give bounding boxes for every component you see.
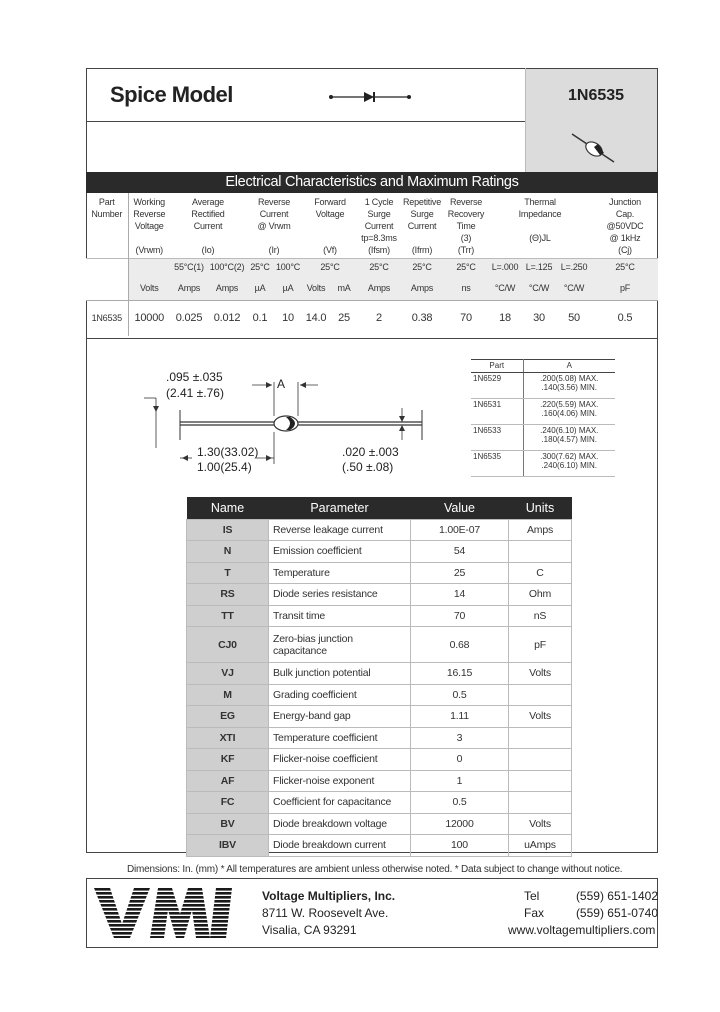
- dimension-table: [471, 359, 615, 477]
- param-header-parameter: Parameter: [269, 497, 411, 519]
- unit-cell: µA: [274, 276, 302, 300]
- param-header-value: Value: [411, 497, 509, 519]
- value-cell: 30: [522, 300, 556, 336]
- length-min-label: 1.00(25.4): [197, 460, 252, 474]
- value-cell: 0.025: [170, 300, 208, 336]
- dim-row: [471, 451, 615, 477]
- param-row: [187, 770, 572, 792]
- param-name: XTI: [187, 727, 269, 749]
- condition-cell: L=.250: [556, 258, 592, 276]
- param-desc: Temperature: [269, 562, 411, 584]
- param-row: [187, 562, 572, 584]
- param-units: pF: [509, 627, 572, 663]
- condition-cell: L=.000: [488, 258, 522, 276]
- fax-label: Fax: [524, 906, 545, 920]
- header-text: Repetitive Surge Current (Ifrm): [402, 197, 442, 255]
- param-desc: Diode series resistance: [269, 584, 411, 606]
- value-cell: 1N6535: [86, 300, 128, 336]
- header-text: Reverse Recovery Time (3) (Trr): [447, 197, 485, 255]
- param-row: [187, 584, 572, 606]
- unit-cell: µA: [246, 276, 274, 300]
- char-header-row: [86, 193, 658, 258]
- param-row: [187, 749, 572, 771]
- header-text: Reverse Current @ Vrwm (Ir): [257, 197, 291, 255]
- col-part-number: [86, 193, 128, 258]
- param-name: CJ0: [187, 627, 269, 663]
- param-value: 1.00E-07: [411, 519, 509, 541]
- dim-part: 1N6535: [471, 451, 523, 477]
- param-units: [509, 684, 572, 706]
- unit-cell: Volts: [302, 276, 330, 300]
- param-units: [509, 770, 572, 792]
- value-cell: 10: [274, 300, 302, 336]
- value-cell: 0.012: [208, 300, 246, 336]
- fax-line: [508, 905, 658, 922]
- param-desc: Diode breakdown current: [269, 835, 411, 857]
- dim-value: .200(5.08) MAX. .140(3.56) MIN.: [523, 373, 615, 399]
- unit-cell: ns: [444, 276, 488, 300]
- dim-row: [471, 425, 615, 451]
- footnote: Dimensions: In. (mm) * All temperatures are ambient unless otherwise noted. * Data subject to change without notice.: [127, 864, 623, 875]
- header-text: Part Number: [91, 197, 123, 219]
- param-value: 100: [411, 835, 509, 857]
- dim-row: [471, 373, 615, 399]
- unit-cell: Amps: [358, 276, 400, 300]
- length-max-label: 1.30(33.02): [197, 445, 259, 459]
- contact-info: [508, 888, 658, 939]
- param-units: Volts: [509, 813, 572, 835]
- spice-parameter-table: [186, 497, 572, 857]
- value-cell: 14.0: [302, 300, 330, 336]
- condition-cell: 25°C: [358, 258, 400, 276]
- param-value: 1: [411, 770, 509, 792]
- company-address-line1: 8711 W. Roosevelt Ave.: [262, 906, 389, 920]
- col-reverse-current: [246, 193, 302, 258]
- diode-package-icon: [570, 131, 616, 165]
- col-forward-voltage: [302, 193, 358, 258]
- condition-cell: 25°C: [444, 258, 488, 276]
- param-name: TT: [187, 605, 269, 627]
- condition-cell: 25°C: [302, 258, 358, 276]
- param-units: [509, 727, 572, 749]
- param-desc: Energy-band gap: [269, 706, 411, 728]
- dim-part: 1N6533: [471, 425, 523, 451]
- wire-diameter-mm-label: (.50 ±.08): [342, 460, 394, 474]
- value-cell: 50: [556, 300, 592, 336]
- param-units: C: [509, 562, 572, 584]
- param-row: [187, 684, 572, 706]
- header-text: 1 Cycle Surge Current tp=8.3ms (Ifsm): [361, 197, 397, 255]
- unit-cell: Amps: [400, 276, 444, 300]
- param-desc: Flicker-noise coefficient: [269, 749, 411, 771]
- param-row: [187, 663, 572, 685]
- col-surge-current: [358, 193, 400, 258]
- header-text: Junction Cap. @50VDC @ 1kHz (Cj): [606, 197, 644, 255]
- header-text: Forward Voltage (Vf): [314, 197, 346, 255]
- param-row: [187, 541, 572, 563]
- page-title: Spice Model: [110, 82, 233, 107]
- param-value: 70: [411, 605, 509, 627]
- char-values-row: [86, 300, 658, 336]
- param-name: RS: [187, 584, 269, 606]
- param-name: IS: [187, 519, 269, 541]
- tel-line: [508, 888, 658, 905]
- param-units: Volts: [509, 663, 572, 685]
- header-text: Average Rectified Current (Io): [191, 197, 225, 255]
- company-info: [262, 888, 395, 939]
- param-row: [187, 706, 572, 728]
- param-desc: Reverse leakage current: [269, 519, 411, 541]
- param-row: [187, 835, 572, 857]
- unit-cell: Volts: [128, 276, 170, 300]
- param-units: Ohm: [509, 584, 572, 606]
- param-desc: Zero-bias junction capacitance: [269, 627, 411, 663]
- param-row: [187, 727, 572, 749]
- param-value: 54: [411, 541, 509, 563]
- unit-cell: °C/W: [488, 276, 522, 300]
- param-value: 14: [411, 584, 509, 606]
- param-name: IBV: [187, 835, 269, 857]
- param-desc: Emission coefficient: [269, 541, 411, 563]
- param-name: KF: [187, 749, 269, 771]
- condition-cell: 25°C: [400, 258, 444, 276]
- unit-cell: °C/W: [556, 276, 592, 300]
- value-cell: 10000: [128, 300, 170, 336]
- param-desc: Diode breakdown voltage: [269, 813, 411, 835]
- company-name: Voltage Multipliers, Inc.: [262, 889, 396, 903]
- condition-cell: L=.125: [522, 258, 556, 276]
- param-units: uAmps: [509, 835, 572, 857]
- col-thermal-impedance: [488, 193, 592, 258]
- value-cell: 25: [330, 300, 358, 336]
- param-value: 12000: [411, 813, 509, 835]
- dim-part: 1N6529: [471, 373, 523, 399]
- unit-cell: mA: [330, 276, 358, 300]
- param-units: Amps: [509, 519, 572, 541]
- col-junction-cap: [592, 193, 658, 258]
- dim-value: .220(5.59) MAX. .160(4.06) MIN.: [523, 399, 615, 425]
- condition-cell: 55°C(1): [170, 258, 208, 276]
- param-value: 0.5: [411, 684, 509, 706]
- condition-cell: 25°C: [592, 258, 658, 276]
- website-link[interactable]: www.voltagemultipliers.com: [508, 923, 656, 937]
- char-conditions-row: [86, 258, 658, 276]
- lead-diameter-mm-label: (2.41 ±.76): [166, 386, 224, 400]
- unit-cell: °C/W: [522, 276, 556, 300]
- param-value: 25: [411, 562, 509, 584]
- param-header-units: Units: [509, 497, 572, 519]
- value-cell: 2: [358, 300, 400, 336]
- param-units: nS: [509, 605, 572, 627]
- param-desc: Coefficient for capacitance: [269, 792, 411, 814]
- condition-cell: [86, 258, 128, 276]
- unit-cell: pF: [592, 276, 658, 300]
- diode-symbol-icon: [328, 90, 412, 104]
- param-desc: Temperature coefficient: [269, 727, 411, 749]
- wire-diameter-label: .020 ±.003: [342, 445, 399, 459]
- dim-header-part: Part: [471, 360, 523, 373]
- value-cell: 70: [444, 300, 488, 336]
- param-value: 16.15: [411, 663, 509, 685]
- unit-cell: Amps: [170, 276, 208, 300]
- param-name: N: [187, 541, 269, 563]
- col-rep-surge-current: [400, 193, 444, 258]
- param-name: T: [187, 562, 269, 584]
- param-units: Volts: [509, 706, 572, 728]
- dim-row: [471, 399, 615, 425]
- condition-cell: 100°C(2): [208, 258, 246, 276]
- dim-value: .300(7.62) MAX. .240(6.10) MIN.: [523, 451, 615, 477]
- param-row: [187, 813, 572, 835]
- param-value: 0.5: [411, 792, 509, 814]
- param-desc: Flicker-noise exponent: [269, 770, 411, 792]
- param-row: [187, 792, 572, 814]
- param-desc: Transit time: [269, 605, 411, 627]
- value-cell: 0.5: [592, 300, 658, 336]
- param-units: [509, 749, 572, 771]
- param-value: 1.11: [411, 706, 509, 728]
- vmi-logo-icon: [92, 884, 242, 942]
- header-text: Working Reverse Voltage (Vrwm): [133, 197, 166, 255]
- param-units: [509, 541, 572, 563]
- param-name: AF: [187, 770, 269, 792]
- char-units-row: [86, 276, 658, 300]
- col-avg-current: [170, 193, 246, 258]
- lead-diameter-label: .095 ±.035: [166, 370, 223, 384]
- unit-cell: Amps: [208, 276, 246, 300]
- param-header-row: [187, 497, 572, 519]
- param-row: [187, 627, 572, 663]
- section-divider: [86, 338, 658, 339]
- param-name: BV: [187, 813, 269, 835]
- fax-number: (559) 651-0740: [575, 906, 658, 920]
- param-value: 0.68: [411, 627, 509, 663]
- characteristics-table: [86, 193, 658, 336]
- header-vertical-divider: [525, 68, 526, 172]
- param-desc: Bulk junction potential: [269, 663, 411, 685]
- condition-cell: 25°C: [246, 258, 274, 276]
- col-recovery-time: [444, 193, 488, 258]
- param-row: [187, 605, 572, 627]
- param-desc: Grading coefficient: [269, 684, 411, 706]
- dimension-a-label: A: [277, 377, 286, 391]
- param-name: VJ: [187, 663, 269, 685]
- tel-label: Tel: [524, 889, 540, 903]
- condition-cell: 100°C: [274, 258, 302, 276]
- param-name: M: [187, 684, 269, 706]
- param-value: 3: [411, 727, 509, 749]
- dim-part: 1N6531: [471, 399, 523, 425]
- param-units: [509, 792, 572, 814]
- param-name: FC: [187, 792, 269, 814]
- value-cell: 0.38: [400, 300, 444, 336]
- param-value: 0: [411, 749, 509, 771]
- param-name: EG: [187, 706, 269, 728]
- dim-value: .240(6.10) MAX. .180(4.57) MIN.: [523, 425, 615, 451]
- part-number: 1N6535: [568, 87, 625, 104]
- dim-header-row: [471, 360, 615, 373]
- tel-number: (559) 651-1402: [575, 889, 658, 903]
- col-working-voltage: [128, 193, 170, 258]
- header-divider: [86, 121, 526, 122]
- dim-header-a: A: [523, 360, 615, 373]
- value-cell: 18: [488, 300, 522, 336]
- param-row: [187, 519, 572, 541]
- section-band-title: Electrical Characteristics and Maximum Ratings: [86, 172, 658, 193]
- unit-cell: [86, 276, 128, 300]
- condition-cell: [128, 258, 170, 276]
- value-cell: 0.1: [246, 300, 274, 336]
- company-address-line2: Visalia, CA 93291: [262, 923, 357, 937]
- param-header-name: Name: [187, 497, 269, 519]
- header-text: Thermal Impedance (Θ)JL: [518, 197, 562, 243]
